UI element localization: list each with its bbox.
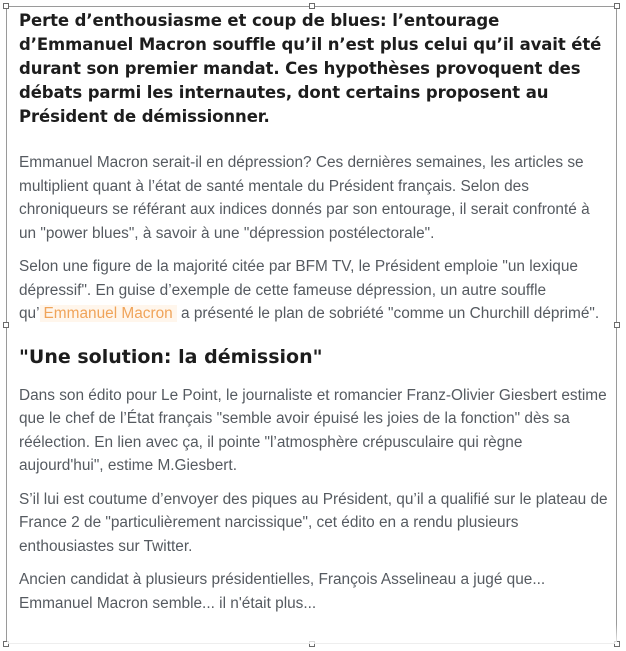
resize-handle-middle-right[interactable] [614, 322, 620, 328]
paragraph-3: Dans son édito pour Le Point, le journaliste et romancier Franz-Olivier Giesbert estime que le chef de l’État français "semble avoir épuisé les joies de la fonction" dès sa réélection. En lien avec ça, il pointe "l’atmosphère crépusculaire qui règne aujourd'hui", estime M.Giesbert. [19, 386, 607, 474]
content-fade [7, 624, 617, 644]
paragraph-4: S’il lui est coutume d’envoyer des piques au Président, qu’il a qualifié sur le plateau de France 2 de "particulièrement narcissique", cet édito en a rendu plusieurs enthousiastes sur Twitter. [19, 490, 608, 555]
section-heading: "Une solution: la démission" [19, 345, 323, 368]
article-lead: Perte d’enthousiasme et coup de blues: l’entourage d’Emmanuel Macron souffle qu’il n’est plus celui qu’il avait été durant son premier mandat. Ces hypothèses provoquent des débats parmi les internautes, dont certains proposent au Président de démissionner. [19, 11, 602, 126]
resize-handle-top-right[interactable] [614, 3, 620, 9]
resize-handle-top-left[interactable] [3, 3, 9, 9]
article-body [19, 9, 609, 637]
link-emmanuel-macron[interactable]: Emmanuel Macron [40, 305, 177, 322]
paragraph-2-end: a présenté le plan de sobriété "comme un Churchill déprimé". [176, 305, 600, 322]
paragraph-1: Emmanuel Macron serait-il en dépression? Ces dernières semaines, les articles se multiplient quant à l’état de santé mentale du Président français. Selon des chroniqueurs se référant aux indices donnés par son entourage, il serait confronté à un "power blues", à savoir à une "dépression postélectorale". [19, 154, 590, 242]
resize-handle-middle-left[interactable] [3, 322, 9, 328]
paragraph-5: Ancien candidat à plusieurs présidentielles, François Asselineau a jugé que... Emmanuel Macron semble... il n'était plus... [19, 571, 546, 612]
paragraph-2 [19, 255, 609, 326]
paragraph-2-start: Selon une figure de la majorité citée par BFM TV, le Président emploie "un lexique dépressif". En guise d’exemple de cette fameuse dépression, un autre souffle qu’ [19, 258, 578, 322]
